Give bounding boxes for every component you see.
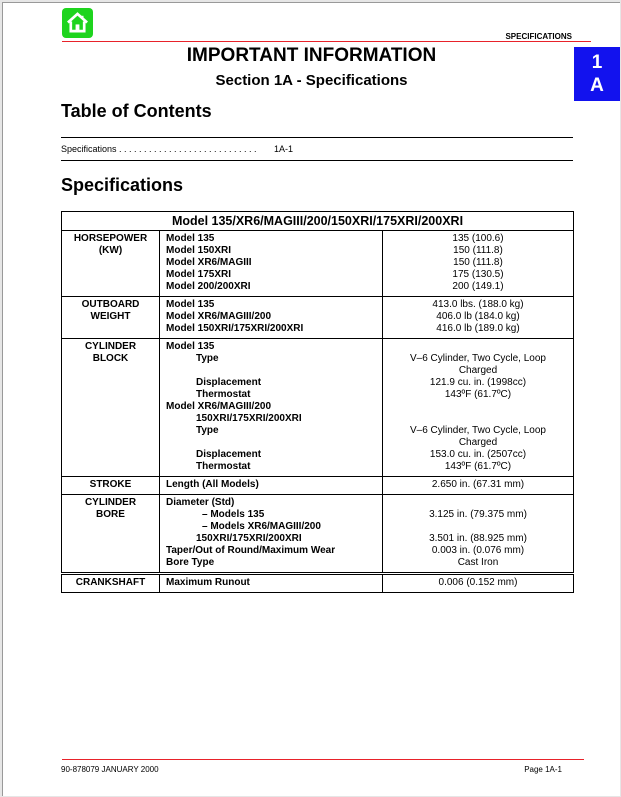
category-line: BLOCK bbox=[92, 353, 129, 364]
spec-value: 150 (111.8) bbox=[453, 257, 503, 268]
category-line: STROKE bbox=[89, 479, 132, 490]
spec-labels bbox=[160, 231, 383, 297]
spec-category bbox=[62, 574, 160, 593]
page-title: IMPORTANT INFORMATION bbox=[186, 45, 437, 66]
spec-label: Model 135 bbox=[166, 341, 215, 352]
table-row bbox=[62, 297, 574, 339]
spec-label: – Models XR6/MAGIII/200 bbox=[202, 521, 321, 532]
spec-value: 0.003 in. (0.076 mm) bbox=[431, 545, 525, 556]
manual-page bbox=[2, 2, 620, 796]
footer-rule bbox=[62, 759, 584, 760]
spec-value: V–6 Cylinder, Two Cycle, Loop bbox=[409, 425, 546, 436]
spec-label: Diameter (Std) bbox=[166, 497, 235, 508]
spec-label: Model 150XRI/175XRI/200XRI bbox=[166, 323, 304, 334]
header-rule bbox=[62, 41, 591, 42]
category-line: OUTBOARD bbox=[81, 299, 140, 310]
spec-value: V–6 Cylinder, Two Cycle, Loop bbox=[409, 353, 546, 364]
spec-value: Charged bbox=[458, 437, 498, 448]
spec-label: Displacement bbox=[196, 449, 262, 460]
spec-value: 3.501 in. (88.925 mm) bbox=[429, 533, 527, 544]
spec-label: Taper/Out of Round/Maximum Wear bbox=[166, 545, 336, 556]
toc-entry-link[interactable]: Specifications . . . . . . . . . . . . . . . . . . . . . . . . . . . . bbox=[61, 144, 257, 154]
spec-labels bbox=[160, 495, 383, 574]
specifications-heading: Specifications bbox=[61, 175, 184, 195]
spec-label: Maximum Runout bbox=[166, 577, 250, 588]
spec-values bbox=[383, 477, 574, 495]
spec-category bbox=[62, 339, 160, 477]
spec-category bbox=[62, 495, 160, 574]
spec-value: 175 (130.5) bbox=[452, 269, 504, 280]
spec-label: Model 150XRI bbox=[166, 245, 232, 256]
spec-label: Model XR6/MAGIII/200 bbox=[166, 311, 272, 322]
spec-value bbox=[383, 497, 573, 509]
spec-label: Length (All Models) bbox=[166, 479, 259, 490]
home-button[interactable] bbox=[62, 8, 93, 38]
spec-label: – Models 135 bbox=[202, 509, 265, 520]
spec-value: 143ºF (61.7ºC) bbox=[444, 389, 512, 400]
footer-doc-number: 90-878079 JANUARY 2000 bbox=[61, 765, 159, 774]
spec-value: 2.650 in. (67.31 mm) bbox=[431, 479, 525, 490]
spec-label: Model 135 bbox=[166, 299, 215, 310]
category-line: (KW) bbox=[98, 245, 123, 256]
toc-heading: Table of Contents bbox=[61, 101, 212, 121]
table-row bbox=[62, 339, 574, 477]
spec-label: Type bbox=[196, 425, 219, 436]
category-line: CYLINDER bbox=[84, 497, 137, 508]
spec-labels bbox=[160, 339, 383, 477]
spec-value: 0.006 (0.152 mm) bbox=[438, 577, 518, 588]
spec-value: Charged bbox=[458, 365, 498, 376]
spec-value: 416.0 lb (189.0 kg) bbox=[436, 323, 520, 334]
spec-labels bbox=[160, 297, 383, 339]
category-line: CYLINDER bbox=[84, 341, 137, 352]
spec-label: 150XRI/175XRI/200XRI bbox=[196, 413, 302, 424]
toc-entry-page: 1A-1 bbox=[274, 144, 294, 154]
category-line: BORE bbox=[96, 509, 125, 520]
category-line: HORSEPOWER bbox=[73, 233, 148, 244]
spec-labels bbox=[160, 574, 383, 593]
spec-labels bbox=[160, 477, 383, 495]
spec-label: Model 135 bbox=[166, 233, 215, 244]
spec-label: Bore Type bbox=[166, 557, 215, 568]
spec-value: 135 (100.6) bbox=[452, 233, 504, 244]
spec-values bbox=[383, 231, 574, 297]
spec-values bbox=[383, 574, 574, 593]
spec-value: Cast Iron bbox=[457, 557, 499, 568]
spec-value: 3.125 in. (79.375 mm) bbox=[429, 509, 527, 520]
section-header-label: SPECIFICATIONS bbox=[505, 32, 572, 41]
spec-label: 150XRI/175XRI/200XRI bbox=[196, 533, 302, 544]
spec-values bbox=[383, 339, 574, 477]
spec-value: 406.0 lb (184.0 kg) bbox=[436, 311, 520, 322]
home-icon bbox=[66, 11, 89, 34]
spec-value: 150 (111.8) bbox=[453, 245, 503, 256]
spec-label: Model XR6/MAGIII/200 bbox=[166, 401, 272, 412]
spec-values bbox=[383, 297, 574, 339]
spec-label: Model XR6/MAGIII bbox=[166, 257, 252, 268]
spec-label: Thermostat bbox=[196, 461, 251, 472]
table-row bbox=[62, 477, 574, 495]
spec-values bbox=[383, 495, 574, 574]
table-row bbox=[62, 574, 574, 593]
spec-category bbox=[62, 477, 160, 495]
spec-value: 153.0 cu. in. (2507cc) bbox=[429, 449, 527, 460]
spec-value bbox=[383, 413, 573, 425]
spec-category bbox=[62, 297, 160, 339]
page-subtitle: Section 1A - Specifications bbox=[215, 72, 408, 89]
spec-category bbox=[62, 231, 160, 297]
table-title: Model 135/XR6/MAGIII/200/150XRI/175XRI/200XRI bbox=[62, 212, 574, 231]
spec-label: Model 200/200XRI bbox=[166, 281, 251, 292]
spec-label: Model 175XRI bbox=[166, 269, 232, 280]
spec-value: 413.0 lbs. (188.0 kg) bbox=[432, 299, 524, 310]
spec-label bbox=[166, 437, 382, 449]
toc-rule-top bbox=[61, 137, 573, 138]
category-line: CRANKSHAFT bbox=[75, 577, 146, 588]
spec-value: 200 (149.1) bbox=[452, 281, 504, 292]
specifications-table bbox=[61, 211, 574, 593]
table-row bbox=[62, 231, 574, 297]
spec-label: Thermostat bbox=[196, 389, 251, 400]
tab-number: 1 bbox=[591, 52, 603, 73]
tab-letter: A bbox=[590, 75, 604, 96]
category-line: WEIGHT bbox=[90, 311, 131, 322]
footer-page-number: Page 1A-1 bbox=[524, 765, 562, 774]
spec-label bbox=[166, 365, 382, 377]
spec-label: Displacement bbox=[196, 377, 262, 388]
table-row bbox=[62, 495, 574, 574]
spec-value bbox=[383, 341, 573, 353]
toc-rule-bottom bbox=[61, 160, 573, 161]
spec-value: 143ºF (61.7ºC) bbox=[444, 461, 512, 472]
spec-label: Type bbox=[196, 353, 219, 364]
spec-value bbox=[383, 521, 573, 533]
spec-value: 121.9 cu. in. (1998cc) bbox=[429, 377, 527, 388]
spec-value bbox=[383, 401, 573, 413]
